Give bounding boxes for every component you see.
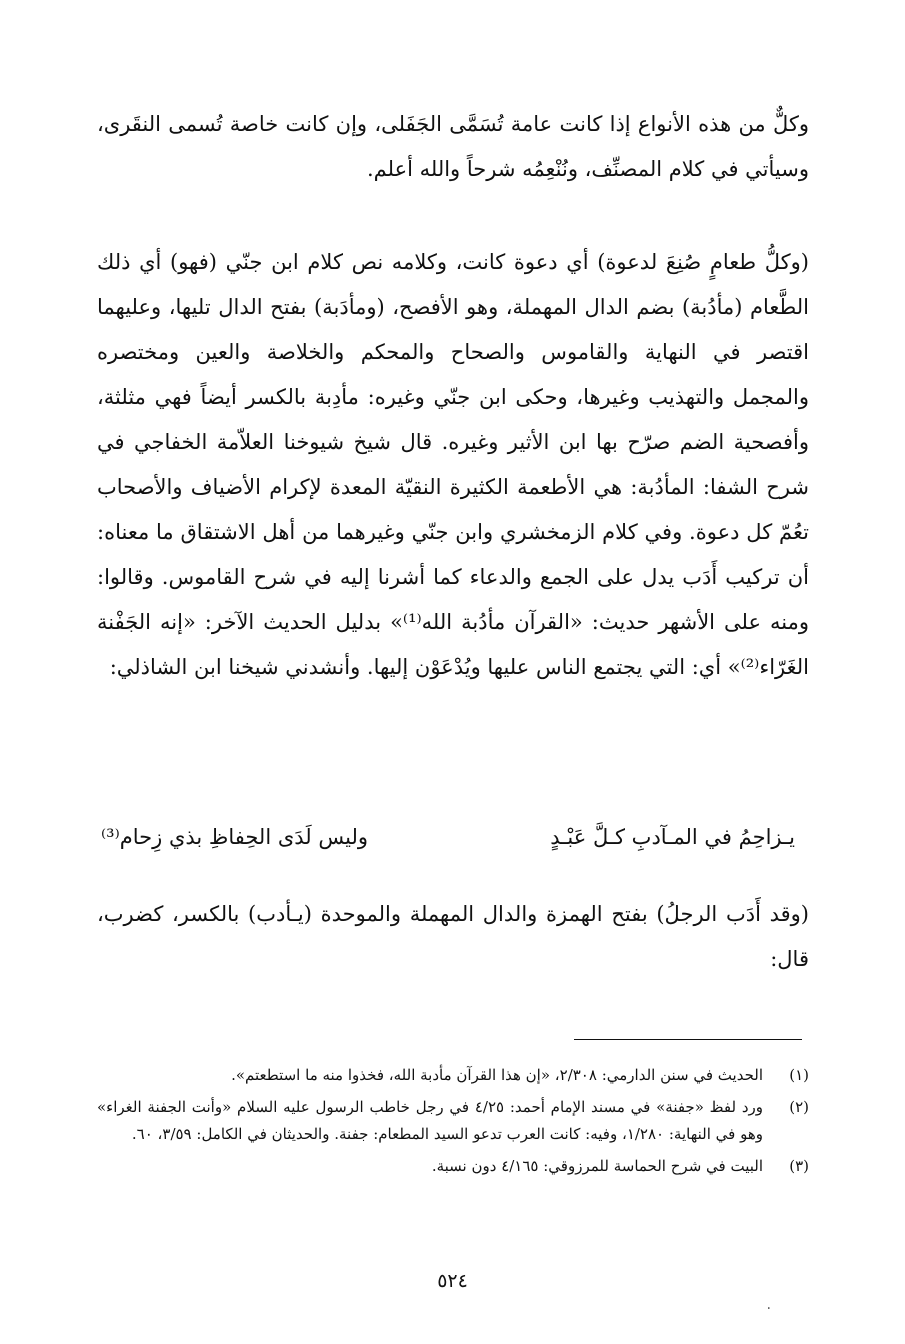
paragraph-2: (وكلُّ طعامٍ صُنِعَ لدعوة) أي دعوة كانت، وكلامه نص كلام ابن جنّي (فهو) أي ذلك الطَّعام (مأدُبة) بضم الدال المهملة، وهو الأفصح، (ومأدَبة) بفتح الدال تليها، وعليهما اقتصر في النهاية والقاموس والصحاح والمحكم والخلاصة والعين ومختصره والمجمل والتهذيب وغيرها، وحكى ابن جنّي وغيره: مأدِبة بالكسر أيضاً فهي مثلثة، وأفصحية الضم صرّح بها ابن الأثير وغيره. قال شيخ شيوخنا العلاّمة الخفاجي في شرح الشفا: المأدُبة: هي الأطعمة الكثيرة النقيّة المعدة لإكرام الأضياف والأصحاب تعُمّ كل دعوة. وفي كلام الزمخشري وابن جنّي وغيرهما من أهل الاشتقاق ما معناه: أن تركيب أَدَب يدل على الجمع والدعاء كما أشرنا إليه في شرح القاموس. وقالوا: ومنه على الأشهر حديث: «القرآن مأدُبة الله⁽¹⁾» بدليل الحديث الآخر: «إنه الجَفْنة الغَرّاء⁽²⁾» أي: التي يجتمع الناس عليها ويُدْعَوْن إليها. وأنشدني شيخنا ابن الشاذلي: <box>97 250 809 679</box>
footnote-1 <box>97 1062 809 1089</box>
poetry-verse <box>97 815 809 860</box>
verse-second-hemistich: وليس لَدَى الحِفاظِ بذي زِحام⁽³⁾ <box>101 825 369 849</box>
footnote-number: (٣) <box>789 1157 809 1175</box>
footnotes <box>97 1062 809 1185</box>
verse-first-hemistich: يـزاحِمُ في المـآدبِ كـلَّ عَبْـدٍ <box>550 825 795 849</box>
footnote-text: الحديث في سنن الدارمي: ٢/٣٠٨، «إن هذا القرآن مأدبة الله، فخذوا منه ما استطعتم». <box>231 1066 763 1084</box>
footnote-number: (١) <box>789 1066 809 1084</box>
footnote-text: ورد لفظ «جفنة» في مسند الإمام أحمد: ٤/٢٥ في رجل خاطب الرسول عليه السلام «وأنت الجفنة الغراء» وهو في النهاية: ١/٢٨٠، وفيه: كانت العرب تدعو السيد المطعام: جفنة. والحديثان في الكامل: ٣/٥٩، ٦٠. <box>97 1098 763 1143</box>
footnote-number: (٢) <box>789 1098 809 1116</box>
page-number: ٥٢٤ <box>437 1270 468 1292</box>
footnote-2 <box>97 1094 809 1148</box>
footnote-text: البيت في شرح الحماسة للمرزوقي: ٤/١٦٥ دون نسبة. <box>431 1157 763 1175</box>
footnote-3 <box>97 1153 809 1180</box>
paragraph-3: (وقد أَدَب الرجلُ) بفتح الهمزة والدال المهملة والموحدة (يـأدب) بالكسر، كضرب، قال: <box>97 902 809 971</box>
footnote-separator <box>574 1039 802 1040</box>
corner-mark: ٠ <box>765 1300 773 1316</box>
paragraph-1: وكلٌّ من هذه الأنواع إذا كانت عامة تُسَمَّى الجَفَلى، وإن كانت خاصة تُسمى النقَرى، وسيأتي في كلام المصنِّف، ونُنْعِمُه شرحاً والله أعلم. <box>97 112 810 181</box>
